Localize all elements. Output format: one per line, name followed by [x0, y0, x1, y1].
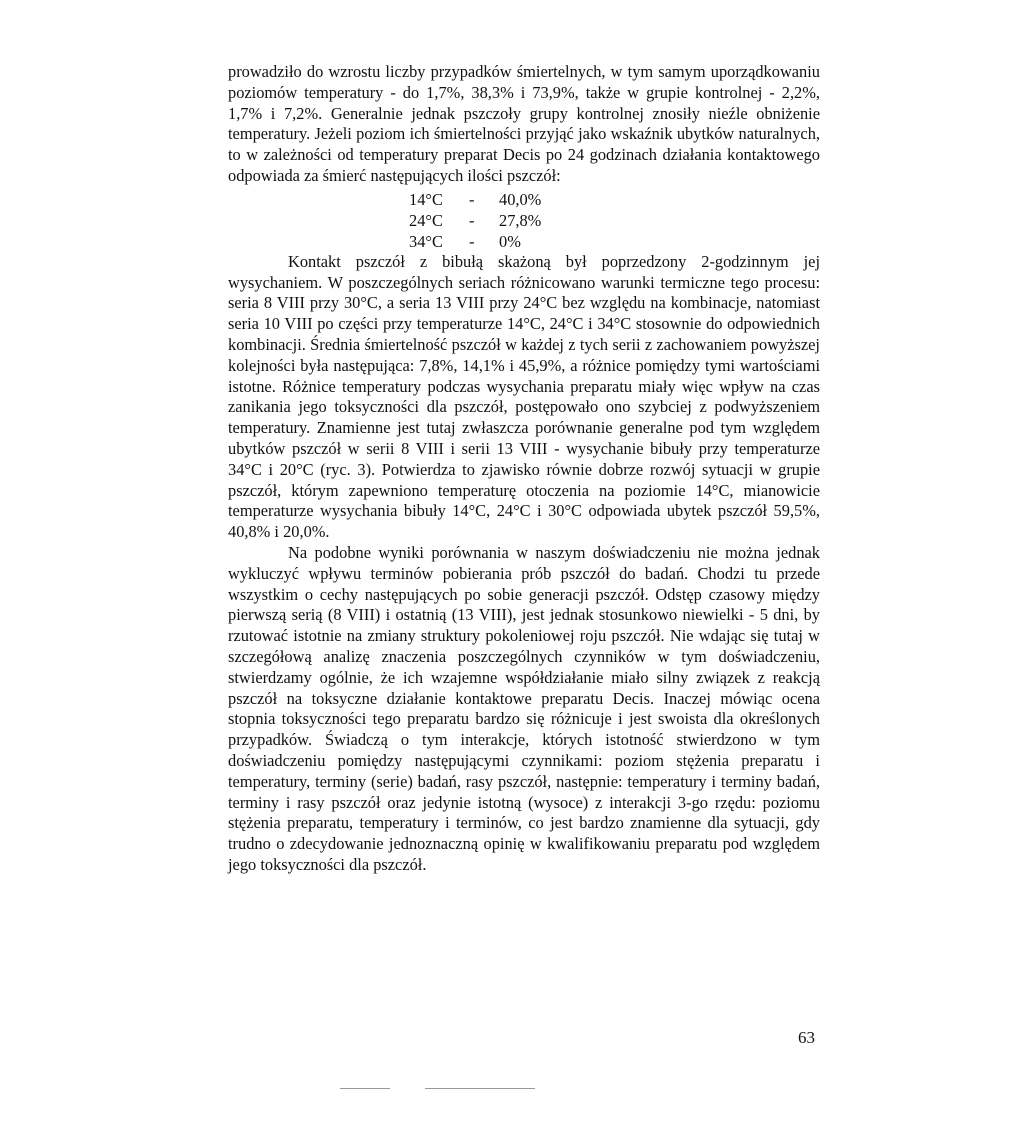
- separator-dash: -: [469, 210, 475, 230]
- scan-artifact-line: [340, 1088, 390, 1089]
- temperature-label: 24°C: [409, 210, 443, 230]
- mortality-value: 40,0%: [499, 189, 542, 209]
- scan-artifact-line: [425, 1088, 535, 1089]
- paragraph-2: Kontakt pszczół z bibułą skażoną był poprzedzony 2-godzinnym jej wysychaniem. W poszczególnych seriach różnicowano warunki termiczne tego procesu: seria 8 VIII przy 30°C, a seria 13 VIII przy 24°C bez względu na kombinacje, natomiast seria 10 VIII po części przy temperaturze 14°C, 24°C i 34°C stosownie do odpowiednich kombinacji. Średnia śmiertelność pszczół w każdej z tych serii z zachowaniem powyższej kolejności była następująca: 7,8%, 14,1% i 45,9%, a różnice pomiędzy tymi wartościami istotne. Różnice temperatury podczas wysychania preparatu miały więc wpływ na czas zanikania jego toksyczności dla pszczół, postępowało ono szybciej z podwyższeniem temperatury. Znamienne jest tutaj zwłaszcza porównanie generalne pod tym względem ubytków pszczół w serii 8 VIII i serii 13 VIII - wysychanie bibuły przy temperaturze 34°C i 20°C (ryc. 3). Potwierdza to zjawisko równie dobrze rozwój sytuacji w grupie pszczół, którym zapewniono temperaturę otoczenia na poziomie 14°C, mianowicie temperaturze wysychania bibuły 14°C, 24°C i 30°C odpowiada ubytek pszczół 59,5%, 40,8% i 20,0%.: [228, 251, 820, 542]
- page-body: [228, 62, 820, 876]
- separator-dash: -: [469, 189, 475, 209]
- temperature-row: [228, 189, 820, 210]
- temperature-label: 14°C: [409, 189, 443, 209]
- mortality-value: 0%: [499, 231, 521, 251]
- page-number: 63: [798, 1028, 815, 1047]
- paragraph-3: Na podobne wyniki porównania w naszym doświadczeniu nie można jednak wykluczyć wpływu terminów pobierania prób pszczół do badań. Chodzi tu przede wszystkim o cechy następujących po sobie generacji pszczół. Odstęp czasowy między pierwszą serią (8 VIII) i ostatnią (13 VIII), jest jednak stosunkowo niewielki - 5 dni, by rzutować istotnie na zmiany struktury pokoleniowej roju pszczół. Nie wdając się tutaj w szczegółową analizę znaczenia poszczególnych czynników w tym doświadczeniu, stwierdzamy ogólnie, że ich wzajemne współdziałanie miało silny związek z reakcją pszczół na toksyczne działanie kontaktowe preparatu Decis. Inaczej mówiąc ocena stopnia toksyczności tego preparatu bardzo się różnicuje i jest swoista dla określonych przypadków. Świadczą o tym interakcje, których istotność stwierdzono w tym doświadczeniu pomiędzy następującymi czynnikami: poziom stężenia preparatu i temperatury, terminy (serie) badań, rasy pszczół, następnie: temperatury i terminy badań, terminy i rasy pszczół oraz jedynie istotną (wysoce) z interakcji 3-go rzędu: poziomu stężenia preparatu, temperatury i terminów, co jest bardzo znamienne dla sytuacji, gdy trudno o zdecydowanie jednoznaczną opinię w kwalifikowaniu preparatu pod względem jego toksyczności dla pszczół.: [228, 542, 820, 874]
- temperature-row: [228, 210, 820, 231]
- mortality-value: 27,8%: [499, 210, 542, 230]
- paragraph-1: prowadziło do wzrostu liczby przypadków śmiertelnych, w tym samym uporządkowaniu poziomów temperatury - do 1,7%, 38,3% i 73,9%, także w grupie kontrolnej - 2,2%, 1,7% i 7,2%. Generalnie jednak pszczoły grupy kontrolnej znosiły nieźle obniżenie temperatury. Jeżeli poziom ich śmiertelności przyjąć jako wskaźnik ubytków naturalnych, to w zależności od temperatury preparat Decis po 24 godzinach działania kontaktowego odpowiada za śmierć następujących ilości pszczół:: [228, 62, 820, 185]
- temperature-label: 34°C: [409, 231, 443, 251]
- temperature-row: [228, 231, 820, 252]
- separator-dash: -: [469, 231, 475, 251]
- temperature-list: [228, 189, 820, 252]
